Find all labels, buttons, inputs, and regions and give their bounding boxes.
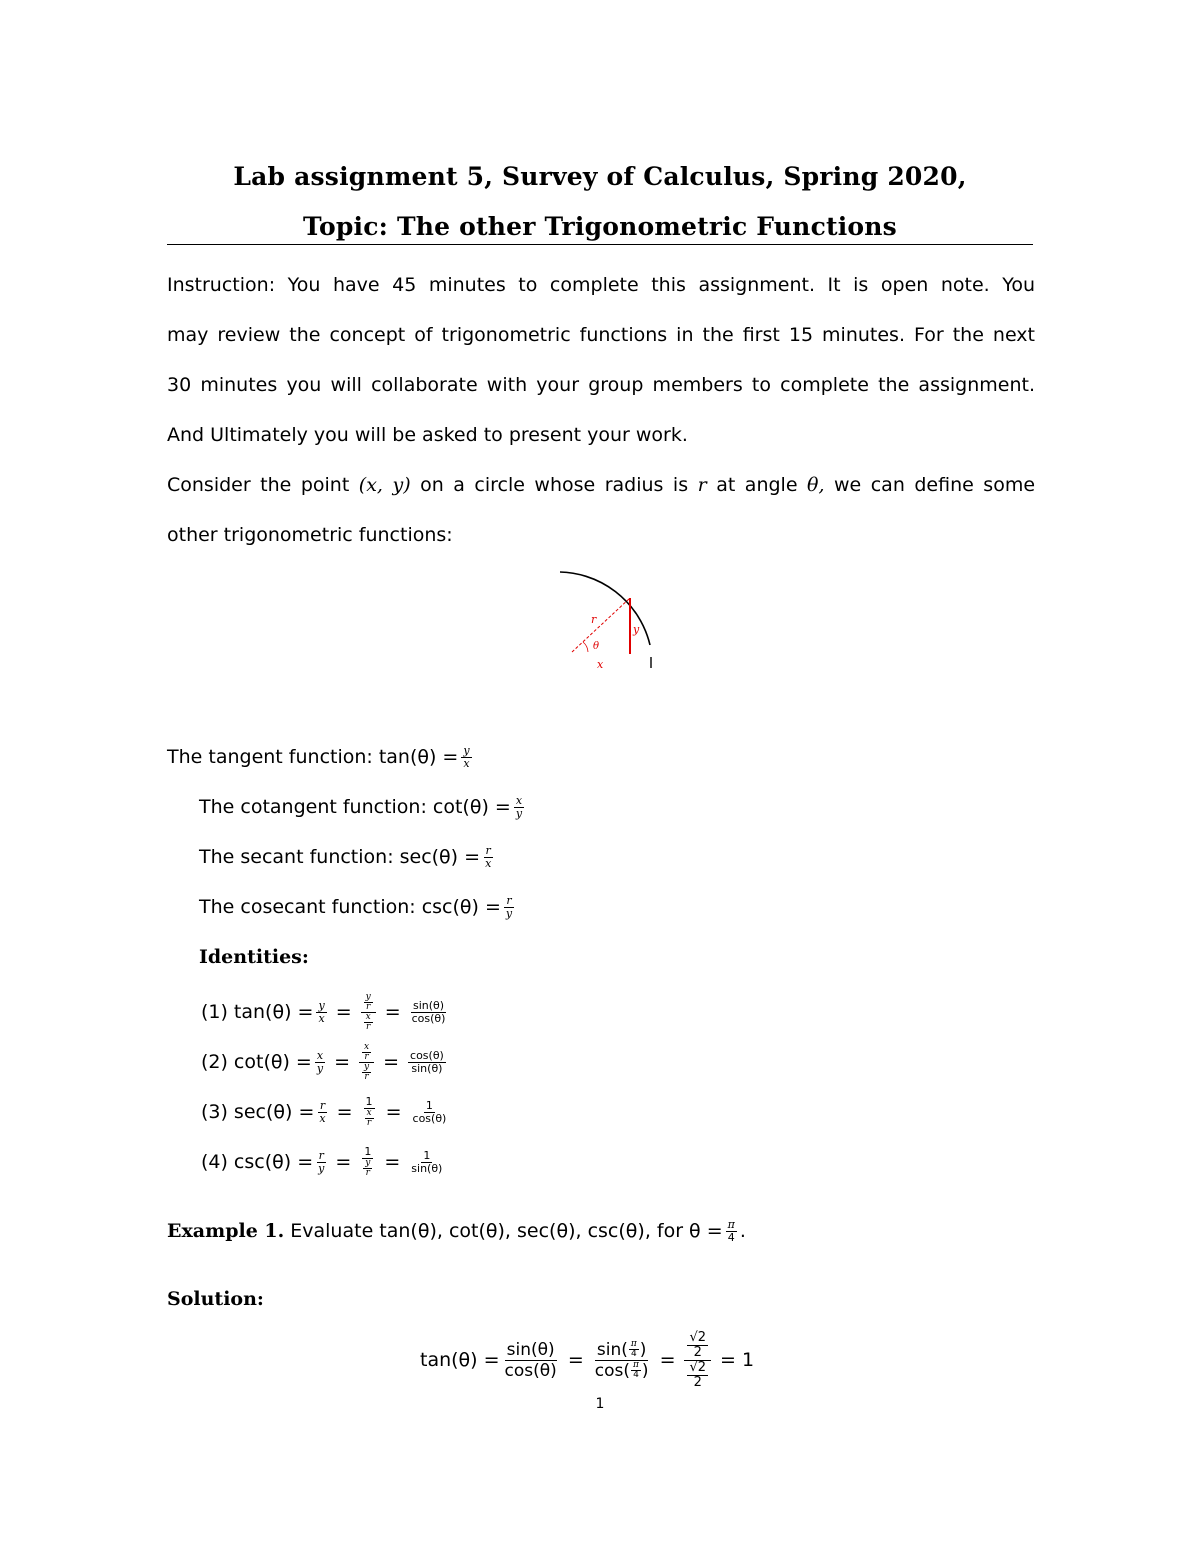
solution-label: Solution: bbox=[167, 1288, 264, 1310]
point-xy: (x, y) bbox=[358, 474, 411, 496]
fraction bbox=[726, 1219, 737, 1244]
frac-num: y bbox=[463, 743, 470, 757]
fraction bbox=[461, 745, 471, 770]
fraction bbox=[364, 993, 373, 1012]
identity-number: (2) bbox=[201, 1051, 228, 1073]
consider-text: at angle bbox=[716, 474, 798, 496]
frac-num: x bbox=[364, 1041, 370, 1052]
fraction bbox=[408, 1050, 446, 1075]
def-tangent bbox=[167, 740, 475, 774]
fraction bbox=[503, 1340, 559, 1381]
frac-den: y bbox=[505, 906, 513, 920]
identity-number: (4) bbox=[201, 1151, 228, 1173]
frac-num: r bbox=[318, 1148, 324, 1162]
unit-circle-figure bbox=[560, 565, 670, 675]
title-rule bbox=[167, 244, 1033, 245]
fraction bbox=[362, 1063, 371, 1082]
label-theta: θ bbox=[593, 641, 600, 652]
frac-num: y bbox=[365, 991, 371, 1002]
instruction-line: may review the concept of trigonometric functions in the first 15 minutes. For the next bbox=[167, 324, 1035, 346]
def-label: The cosecant function: bbox=[199, 896, 416, 918]
def-label: The secant function: bbox=[199, 846, 394, 868]
frac-num: r bbox=[319, 1098, 326, 1112]
paren: ) bbox=[639, 1339, 647, 1360]
equals-sign: = bbox=[659, 1349, 676, 1371]
instruction-line: 30 minutes you will collaborate with your group members to complete the assignment. bbox=[167, 374, 1035, 396]
instruction-paragraph bbox=[167, 260, 1035, 460]
result: = 1 bbox=[720, 1349, 755, 1371]
frac-den: sin(θ) bbox=[411, 1061, 443, 1075]
frac-num: x bbox=[515, 793, 523, 807]
def-cotangent bbox=[199, 790, 527, 824]
frac-num: sin(θ) bbox=[506, 1339, 555, 1360]
consider-text: we can define some bbox=[834, 474, 1036, 496]
consider-line-1 bbox=[167, 460, 1035, 510]
cos-text: cos( bbox=[594, 1360, 630, 1381]
frac-den: x bbox=[319, 1111, 326, 1125]
frac-den: 4 bbox=[630, 1349, 637, 1359]
frac-den: cos(θ) bbox=[411, 1011, 446, 1025]
frac-num: x bbox=[316, 1048, 324, 1062]
equals-sign: = bbox=[336, 1101, 353, 1123]
title-line-2: Topic: The other Trigonometric Functions bbox=[303, 212, 897, 241]
fraction bbox=[316, 1150, 326, 1175]
equals-sign: = bbox=[384, 1001, 401, 1023]
label-y: y bbox=[633, 623, 640, 636]
consider-text: on a circle whose radius is bbox=[420, 474, 689, 496]
frac-den: x bbox=[318, 1011, 325, 1025]
radius-symbol: r bbox=[697, 474, 707, 496]
frac-num: 1 bbox=[364, 1145, 372, 1158]
frac-den: 4 bbox=[727, 1230, 735, 1244]
fraction bbox=[504, 895, 514, 920]
frac-num: y bbox=[364, 1061, 370, 1072]
frac-num: 1 bbox=[425, 1098, 433, 1112]
def-label: The cotangent function: bbox=[199, 796, 427, 818]
def-lhs: csc(θ) = bbox=[421, 896, 501, 918]
frac-den: r bbox=[365, 1021, 371, 1032]
compound-fraction bbox=[359, 1043, 374, 1082]
instruction-line: Instruction: You have 45 minutes to complete this assignment. It is open note. You bbox=[167, 274, 1035, 296]
compound-fraction bbox=[362, 1096, 377, 1128]
identity-number: (3) bbox=[201, 1101, 228, 1123]
fraction bbox=[514, 795, 524, 820]
def-cosecant bbox=[199, 890, 517, 924]
title-line-1: Lab assignment 5, Survey of Calculus, Spring 2020, bbox=[233, 162, 967, 191]
frac-num: 1 bbox=[423, 1148, 431, 1162]
fraction bbox=[410, 1000, 448, 1025]
def-lhs: sec(θ) = bbox=[399, 846, 481, 868]
frac-num: 1 bbox=[365, 1095, 373, 1108]
def-label: The tangent function: bbox=[167, 746, 373, 768]
consider-line-2: other trigonometric functions: bbox=[167, 524, 453, 546]
frac-den: x bbox=[485, 856, 492, 870]
sin-text: sin( bbox=[596, 1339, 628, 1360]
def-secant bbox=[199, 840, 496, 874]
identity-2 bbox=[201, 1040, 449, 1084]
identity-3 bbox=[201, 1090, 451, 1134]
frac-num: r bbox=[506, 893, 512, 907]
equals-sign: = bbox=[383, 1051, 400, 1073]
angle-arc bbox=[583, 642, 588, 652]
paren: ) bbox=[641, 1360, 649, 1381]
consider-text: Consider the point bbox=[167, 474, 350, 496]
frac-num: cos(θ) bbox=[410, 1048, 444, 1062]
example-1 bbox=[167, 1214, 746, 1248]
fraction bbox=[317, 1100, 327, 1125]
fraction bbox=[629, 1340, 639, 1359]
compound-fraction bbox=[684, 1331, 711, 1390]
frac-num: π bbox=[633, 1360, 639, 1370]
instruction-line: And Ultimately you will be asked to present your work. bbox=[167, 424, 688, 446]
identity-number: (1) bbox=[201, 1001, 228, 1023]
compound-fraction bbox=[360, 1146, 375, 1178]
compound-fraction bbox=[361, 993, 376, 1032]
frac-den: 4 bbox=[633, 1370, 639, 1380]
frac-den: 2 bbox=[693, 1374, 702, 1390]
fraction bbox=[593, 1340, 651, 1381]
frac-den: y bbox=[316, 1061, 324, 1075]
frac-num: x bbox=[365, 1011, 371, 1022]
frac-num: π bbox=[727, 1217, 735, 1231]
example-text: Evaluate tan(θ), cot(θ), sec(θ), csc(θ), for θ = bbox=[290, 1220, 723, 1242]
fraction bbox=[362, 1043, 371, 1062]
fraction bbox=[631, 1361, 641, 1380]
identity-lhs: cot(θ) = bbox=[233, 1051, 312, 1073]
label-r: r bbox=[591, 613, 597, 626]
frac-den: r bbox=[364, 1051, 369, 1062]
equals-sign: = bbox=[335, 1001, 352, 1023]
frac-den: r bbox=[364, 1071, 369, 1082]
frac-num: y bbox=[318, 998, 325, 1012]
equals-sign: = bbox=[567, 1349, 584, 1371]
equals-sign: = bbox=[335, 1151, 352, 1173]
frac-den: cos(θ) bbox=[504, 1360, 557, 1381]
def-lhs: tan(θ) = bbox=[378, 746, 459, 768]
fraction bbox=[687, 1361, 708, 1390]
fraction bbox=[365, 1109, 374, 1128]
fraction bbox=[315, 1050, 325, 1075]
identity-lhs: sec(θ) = bbox=[233, 1101, 315, 1123]
example-end: . bbox=[739, 1220, 746, 1242]
frac-den: 2 bbox=[693, 1344, 702, 1360]
solution-equation bbox=[420, 1322, 760, 1398]
frac-den: r bbox=[366, 1001, 371, 1012]
equals-sign: = bbox=[334, 1051, 350, 1073]
fraction bbox=[363, 1159, 372, 1178]
frac-den: sin(θ) bbox=[411, 1161, 443, 1175]
frac-num: √2 bbox=[689, 1359, 707, 1375]
fraction bbox=[411, 1100, 449, 1125]
identity-1 bbox=[201, 990, 450, 1034]
frac-den: y bbox=[318, 1161, 325, 1175]
fraction bbox=[483, 845, 493, 870]
frac-den: y bbox=[515, 806, 523, 820]
label-x: x bbox=[597, 658, 604, 671]
fraction bbox=[687, 1331, 708, 1360]
equals-sign: = bbox=[384, 1151, 401, 1173]
frac-num: √2 bbox=[689, 1329, 707, 1345]
frac-num: x bbox=[366, 1108, 372, 1118]
frac-num: sin(θ) bbox=[413, 998, 445, 1012]
identities-heading: Identities: bbox=[199, 946, 309, 968]
frac-num: r bbox=[485, 843, 491, 857]
frac-den: cos(θ) bbox=[412, 1111, 447, 1125]
def-lhs: cot(θ) = bbox=[432, 796, 511, 818]
fraction bbox=[409, 1150, 444, 1175]
identity-4 bbox=[201, 1140, 447, 1184]
example-label: Example 1. bbox=[167, 1220, 285, 1242]
radius-line bbox=[572, 598, 630, 652]
frac-den: r bbox=[365, 1168, 370, 1178]
consider-paragraph bbox=[167, 460, 1035, 560]
frac-num: π bbox=[630, 1339, 637, 1349]
solution-lhs: tan(θ) = bbox=[420, 1349, 500, 1371]
identity-lhs: tan(θ) = bbox=[233, 1001, 314, 1023]
fraction bbox=[364, 1013, 373, 1032]
equals-sign: = bbox=[385, 1101, 402, 1123]
fraction bbox=[316, 1000, 326, 1025]
frac-num: y bbox=[365, 1158, 371, 1168]
frac-den: r bbox=[366, 1118, 372, 1128]
page-number: 1 bbox=[595, 1396, 605, 1412]
frac-den: x bbox=[463, 756, 470, 770]
theta-symbol: θ, bbox=[807, 474, 825, 496]
identity-lhs: csc(θ) = bbox=[233, 1151, 314, 1173]
